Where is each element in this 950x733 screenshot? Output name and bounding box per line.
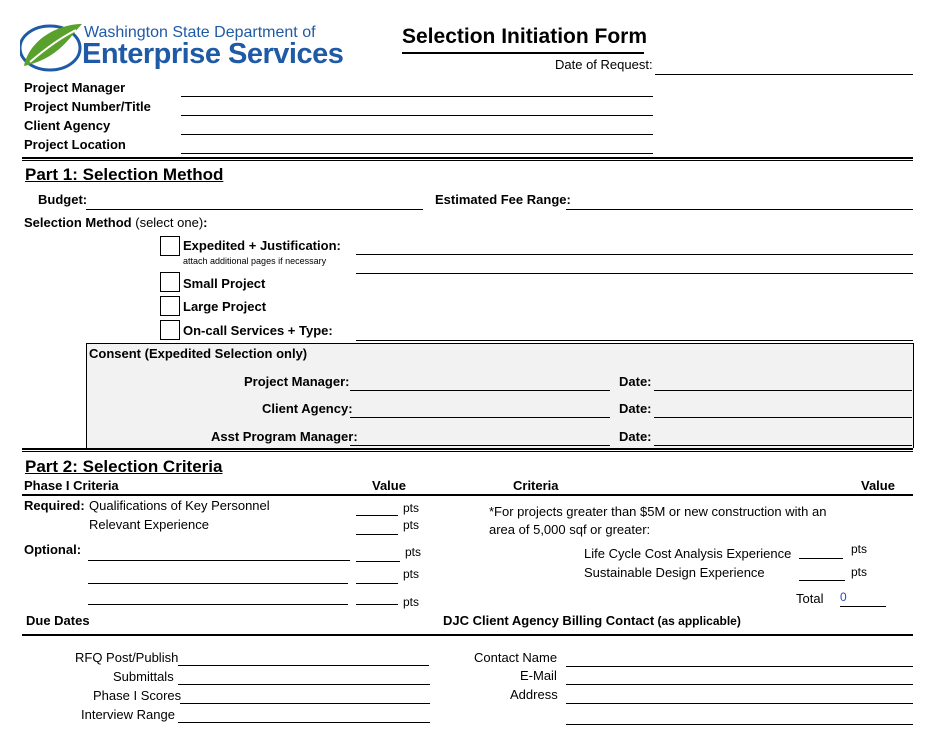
consent-apm-date-input[interactable]	[654, 429, 912, 446]
optional-criteria-2[interactable]	[88, 567, 348, 584]
selection-method-colon: :	[203, 215, 208, 230]
optional-criteria-1-value[interactable]	[356, 545, 400, 562]
project-location-input[interactable]	[181, 137, 653, 154]
selection-method-label	[24, 215, 208, 230]
org-line1: Washington State Department of	[84, 24, 316, 41]
pts-label: pts	[403, 567, 420, 581]
large-project-label: Large Project	[183, 299, 267, 314]
billing-title-note: (as applicable)	[654, 614, 741, 628]
expedited-checkbox[interactable]	[160, 236, 180, 256]
optional-criteria-1[interactable]	[88, 544, 350, 561]
lcca-label: Life Cycle Cost Analysis Experience	[584, 546, 792, 561]
consent-pm-date-input[interactable]	[654, 374, 912, 391]
total-value: 0	[840, 590, 847, 604]
optional-label: Optional:	[24, 542, 82, 557]
sustainable-value[interactable]	[799, 564, 845, 581]
billing-address-label: Address	[510, 687, 558, 702]
project-manager-input[interactable]	[181, 80, 653, 97]
billing-contact-input[interactable]	[566, 650, 913, 667]
expedited-note: attach additional pages if necessary	[183, 256, 327, 266]
expedited-justification-input-2[interactable]	[356, 257, 913, 274]
consent-client-date-input[interactable]	[654, 401, 912, 418]
criteria-header: Criteria	[513, 478, 559, 493]
billing-title	[443, 613, 741, 628]
logo-leaf-icon	[20, 18, 86, 74]
consent-title: Consent (Expedited Selection only)	[89, 346, 308, 361]
divider	[22, 157, 913, 159]
large-project-checkbox[interactable]	[160, 296, 180, 316]
small-project-checkbox[interactable]	[160, 272, 180, 292]
oncall-checkbox[interactable]	[160, 320, 180, 340]
optional-criteria-2-value[interactable]	[356, 567, 398, 584]
divider	[22, 448, 913, 450]
consent-apm-input[interactable]	[350, 429, 610, 446]
due-phase1-label: Phase I Scores	[93, 688, 182, 703]
consent-pm-label: Project Manager:	[244, 374, 350, 389]
client-agency-label: Client Agency	[24, 118, 111, 133]
consent-client-date-label: Date:	[619, 401, 652, 416]
date-of-request-label: Date of Request:	[555, 57, 653, 72]
expedited-justification-input-1[interactable]	[356, 238, 913, 255]
selection-method-bold: Selection Method	[24, 215, 132, 230]
billing-address-input-1[interactable]	[566, 687, 913, 704]
required-label: Required:	[24, 498, 85, 513]
consent-apm-date-label: Date:	[619, 429, 652, 444]
project-manager-label: Project Manager	[24, 80, 126, 95]
billing-email-label: E-Mail	[520, 668, 557, 683]
value-header-2: Value	[861, 478, 895, 493]
total-label: Total	[796, 591, 824, 606]
consent-client-input[interactable]	[350, 401, 610, 418]
due-submittals-label: Submittals	[113, 669, 174, 684]
phase1-label: Phase I Criteria	[24, 478, 119, 493]
optional-criteria-3-value[interactable]	[356, 588, 398, 605]
required-item-2-value[interactable]	[356, 518, 398, 535]
budget-input[interactable]	[86, 193, 423, 210]
due-interview-input[interactable]	[178, 706, 430, 723]
pts-label: pts	[403, 595, 420, 609]
sustainable-label: Sustainable Design Experience	[584, 565, 765, 580]
due-dates-title: Due Dates	[26, 613, 90, 628]
billing-address-input-2[interactable]	[566, 708, 913, 725]
project-number-label: Project Number/Title	[24, 99, 151, 114]
date-of-request-input[interactable]	[655, 58, 913, 75]
optional-criteria-3[interactable]	[88, 588, 348, 605]
billing-email-input[interactable]	[566, 668, 913, 685]
required-item-1-value[interactable]	[356, 499, 398, 516]
lcca-value[interactable]	[799, 542, 843, 559]
part2-title: Part 2: Selection Criteria	[25, 457, 223, 476]
large-project-note-line2: area of 5,000 sqf or greater:	[489, 522, 651, 537]
project-location-label: Project Location	[24, 137, 126, 152]
oncall-type-input[interactable]	[356, 324, 913, 341]
fee-range-label: Estimated Fee Range:	[435, 192, 571, 207]
logo	[20, 18, 350, 74]
form-title: Selection Initiation Form	[402, 25, 648, 48]
consent-apm-label: Asst Program Manager:	[211, 429, 358, 444]
selection-method-rest: (select one)	[131, 215, 204, 230]
pts-label: pts	[403, 501, 420, 515]
billing-title-bold: DJC Client Agency Billing Contact	[443, 613, 655, 628]
pts-label: pts	[405, 545, 422, 559]
value-header: Value	[372, 478, 406, 493]
small-project-label: Small Project	[183, 276, 266, 291]
pts-label: pts	[851, 542, 868, 556]
required-item-2: Relevant Experience	[89, 517, 209, 532]
due-phase1-input[interactable]	[180, 687, 430, 704]
consent-pm-input[interactable]	[350, 374, 610, 391]
consent-pm-date-label: Date:	[619, 374, 652, 389]
due-submittals-input[interactable]	[178, 668, 430, 685]
fee-range-input[interactable]	[566, 193, 913, 210]
due-rfq-label: RFQ Post/Publish	[75, 650, 179, 665]
billing-contact-label: Contact Name	[474, 650, 558, 665]
required-item-1: Qualifications of Key Personnel	[89, 498, 270, 513]
large-project-note-line1: *For projects greater than $5M or new construction with an	[489, 504, 827, 519]
budget-label: Budget:	[38, 192, 88, 207]
consent-client-label: Client Agency:	[262, 401, 353, 416]
expedited-label: Expedited + Justification:	[183, 238, 341, 253]
org-line2: Enterprise Services	[82, 38, 344, 70]
part1-title: Part 1: Selection Method	[25, 165, 224, 184]
project-number-input[interactable]	[181, 99, 653, 116]
pts-label: pts	[851, 565, 868, 579]
client-agency-input[interactable]	[181, 118, 653, 135]
due-rfq-input[interactable]	[178, 649, 429, 666]
due-interview-label: Interview Range	[81, 707, 175, 722]
oncall-label: On-call Services + Type:	[183, 323, 333, 338]
pts-label: pts	[403, 518, 420, 532]
